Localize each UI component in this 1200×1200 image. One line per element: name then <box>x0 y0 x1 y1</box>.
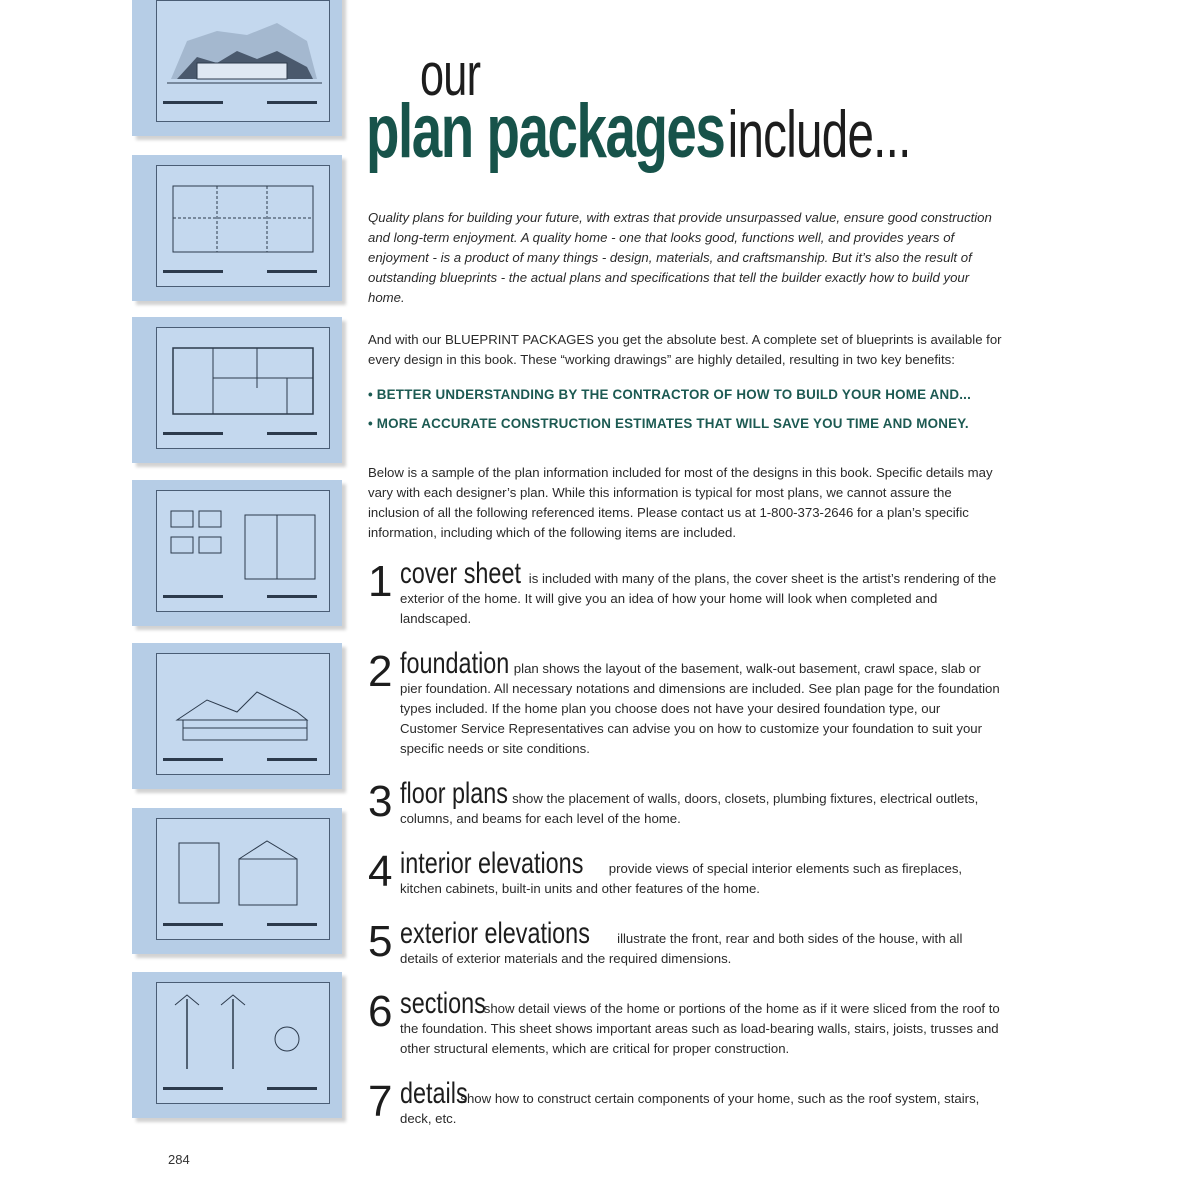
blueprint-packages-paragraph: And with our BLUEPRINT PACKAGES you get the absolute best. A complete set of blueprints is available for every design in this book. These “working drawings” are highly detailed, resulting in two key benefits: <box>368 332 1002 367</box>
title-include: include... <box>727 97 911 171</box>
benefit-item: • MORE ACCURATE CONSTRUCTION ESTIMATES THAT WILL SAVE YOU TIME AND MONEY. <box>368 416 969 431</box>
item-text: show detail views of the home or portions of the home as if it were sliced from the roof to the foundation. This sheet shows important areas such as load-bearing walls, stairs, joists, trusses and other structural elements, which are critical for proper construction. <box>400 1001 1000 1056</box>
item-heading: exterior elevations <box>400 917 590 950</box>
item-text: is included with many of the plans, the cover sheet is the artist’s rendering of the exterior of the home. It will give you an idea of how your home will look when completed and landscaped. <box>400 571 997 626</box>
item-heading: interior elevations <box>400 847 584 880</box>
intro-paragraph: Quality plans for building your future, with extras that provide unsurpassed value, ensure good construction and long-term enjoyment. A quality home - one that looks good, functions well, and provides years of enjoyment - is a product of many things - design, materials, and craftsmanship. But it’s also the result of outstanding blueprints - the actual plans and specifications that tell the builder exactly how to build your home. <box>368 210 992 305</box>
blueprint-sheet-cover <box>132 0 342 136</box>
details-icon <box>157 983 329 1103</box>
floor-plan-icon <box>157 328 329 448</box>
blueprint-sheet-sections <box>132 808 342 954</box>
title-plan-packages: plan packages <box>366 89 725 174</box>
item-heading: sections <box>400 987 486 1020</box>
item-text: show how to construct certain components of your home, such as the roof system, stairs, deck, etc. <box>400 1091 980 1126</box>
item-heading: floor plans <box>400 777 508 810</box>
item-number: 4 <box>368 847 393 896</box>
blueprint-sheet-details <box>132 972 342 1118</box>
item-text: illustrate the front, rear and both sides of the house, with all details of exterior materials and the required dimensions. <box>400 931 963 966</box>
benefit-item: • BETTER UNDERSTANDING BY THE CONTRACTOR OF HOW TO BUILD YOUR HOME AND... <box>368 387 972 402</box>
item-heading: details <box>400 1077 468 1110</box>
item-number: 1 <box>368 557 393 606</box>
title-line-our: our <box>420 41 481 108</box>
interior-elevations-icon <box>157 491 329 611</box>
blueprint-sheet-interior <box>132 480 342 626</box>
item-heading: cover sheet <box>400 557 521 590</box>
item-text: plan shows the layout of the basement, walk-out basement, crawl space, slab or pier foundation. All necessary notations and dimensions are included. See plan page for the foundation types included. If the home plan you choose does not have your desired foundation type, our Customer Service Representatives can advise you on how to customize your foundation to suit your specific needs or site conditions. <box>400 661 1000 756</box>
page-title <box>366 88 911 175</box>
blueprint-sheet-floor-plan <box>132 317 342 463</box>
item-text: show the placement of walls, doors, closets, plumbing fixtures, electrical outlets, columns, and beams for each level of the home. <box>400 791 979 826</box>
exterior-elevation-icon <box>157 654 329 774</box>
blueprint-thumbnails <box>132 0 346 1130</box>
sample-info-paragraph: Below is a sample of the plan information included for most of the designs in this book. Specific details may vary with each designer’s plan. While this information is typical for most plans, we cannot assure the inclusion of all the following referenced items. Please contact us at 1-800-373-2646 for a plan’s specific information, including which of the following items are included. <box>368 465 993 540</box>
blueprint-sheet-foundation <box>132 155 342 301</box>
item-number: 3 <box>368 777 393 826</box>
page-number: 284 <box>168 1152 190 1167</box>
item-heading: foundation <box>400 647 510 680</box>
item-number: 7 <box>368 1077 393 1126</box>
item-number: 6 <box>368 987 393 1036</box>
blueprint-sheet-exterior <box>132 643 342 789</box>
item-text: provide views of special interior elements such as fireplaces, kitchen cabinets, built-in units and other features of the home. <box>400 861 963 896</box>
item-number: 2 <box>368 647 393 696</box>
foundation-plan-icon <box>157 166 329 286</box>
item-number: 5 <box>368 917 393 966</box>
house-rendering-icon <box>157 1 329 121</box>
benefits-list <box>368 384 1008 442</box>
sections-icon <box>157 819 329 939</box>
